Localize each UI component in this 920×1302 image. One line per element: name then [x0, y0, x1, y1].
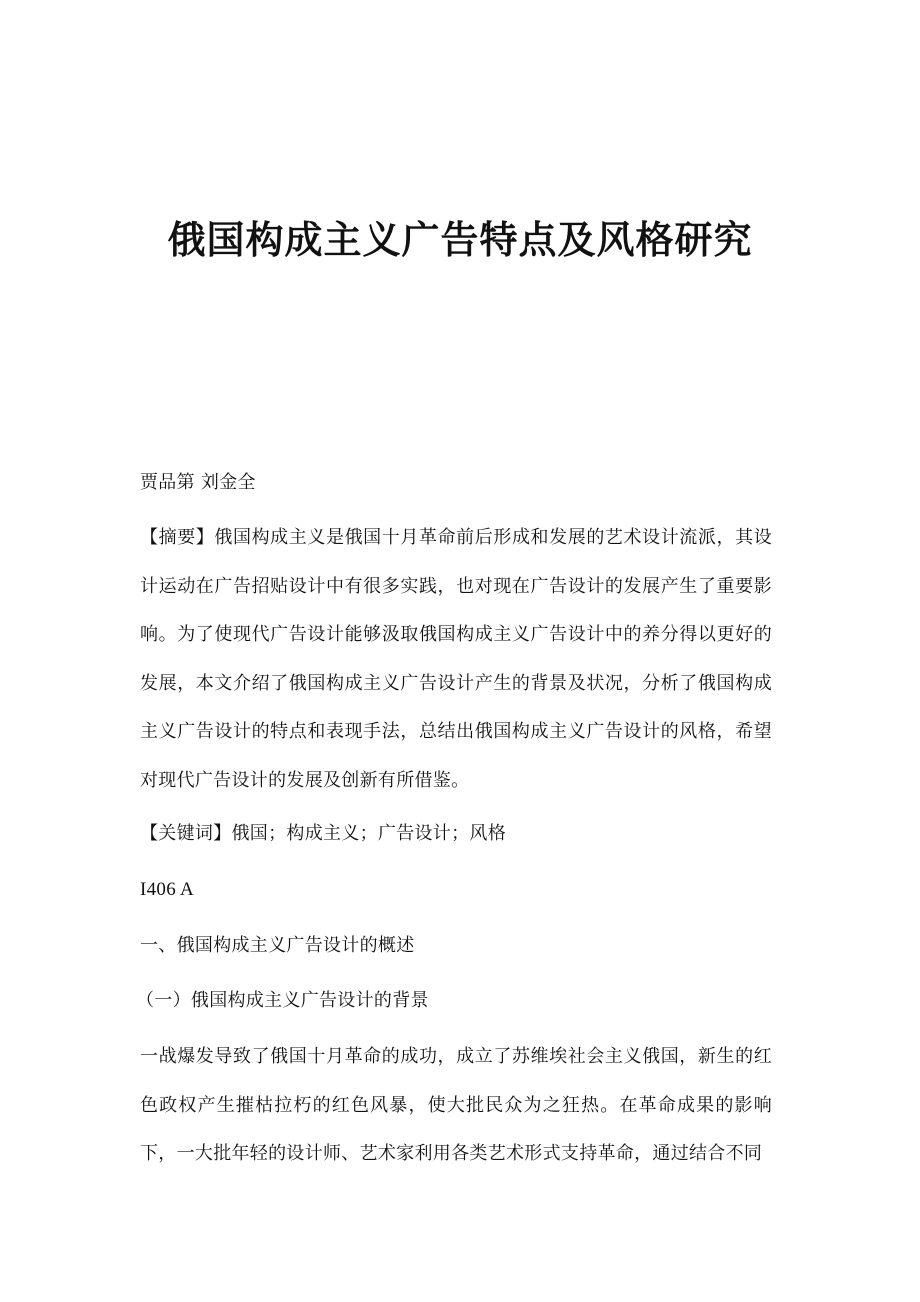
body-paragraph: 一战爆发导致了俄国十月革命的成功，成立了苏维埃社会主义俄国，新生的红色政权产生摧枯拉朽的红色风暴，使大批民众为之狂热。在革命成果的影响下，一大批年轻的设计师、艺术家利用各类艺术形式支持革命，通过结合不同 [140, 1046, 772, 1164]
authors: 贾品第 刘金全 [140, 472, 256, 493]
document-title: 俄国构成主义广告特点及风格研究 [167, 217, 753, 262]
abstract-label: 【摘要】 [140, 527, 215, 548]
keywords [140, 810, 772, 859]
classification-code: I406 A [140, 879, 195, 900]
subsection-heading: （一）俄国构成主义广告设计的背景 [136, 990, 429, 1011]
abstract [140, 514, 772, 805]
section-heading: 一、俄国构成主义广告设计的概述 [140, 935, 415, 956]
abstract-text: 俄国构成主义是俄国十月革命前后形成和发展的艺术设计流派，其设计运动在广告招贴设计中有很多实践，也对现在广告设计的发展产生了重要影响。为了使现代广告设计能够汲取俄国构成主义广告设计中的养分得以更好的发展，本文介绍了俄国构成主义广告设计产生的背景及状况，分析了俄国构成主义广告设计的特点和表现手法，总结出俄国构成主义广告设计的风格，希望对现代广告设计的发展及创新有所借鉴。 [140, 527, 772, 791]
keywords-label: 【关键词】 [140, 823, 232, 844]
keywords-text: 俄国；构成主义；广告设计；风格 [231, 823, 506, 844]
